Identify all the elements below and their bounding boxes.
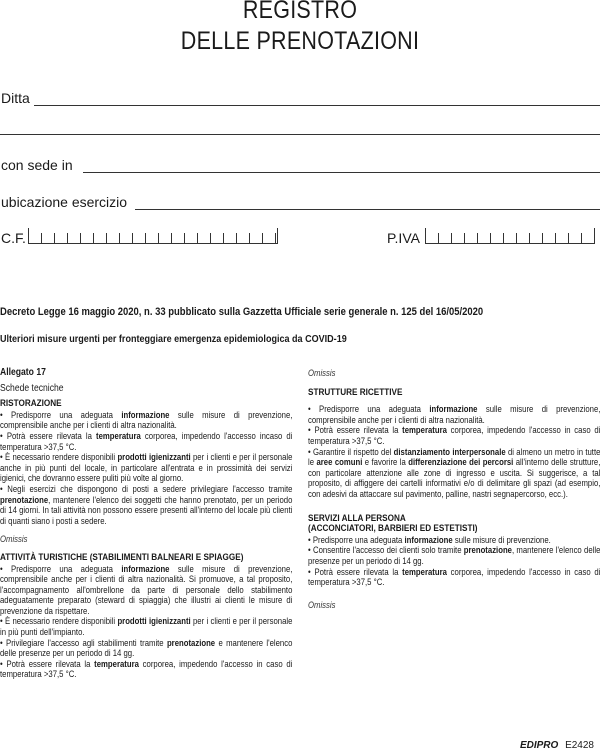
document-title-line2: DELLE PRENOTAZIONI (180, 27, 420, 55)
ditta-field[interactable] (0, 86, 600, 106)
persona-subheading: (ACCONCIATORI, BARBIERI ED ESTETISTI) (308, 523, 478, 535)
ubicazione-line[interactable] (135, 195, 600, 210)
ristorazione-heading: RISTORAZIONE (0, 398, 62, 410)
ditta-line[interactable] (34, 91, 600, 106)
ditta-extra-line[interactable] (0, 134, 600, 135)
ricettive-item-1: • Predisporre una adeguata informazione sulle misure di prevenzione, comprensibile anche per i clienti di altra nazionalità. (308, 404, 600, 425)
omissis-left: Omissis (0, 534, 28, 545)
turistiche-item-4: • Potrà essere rilevata la temperatura corporea, impedendo l'accesso in caso di temperatura >37,5 °C. (0, 658, 293, 680)
persona-heading: SERVIZI ALLA PERSONA (308, 512, 406, 524)
ristorazione-item-1: • Predisporre una adeguata informazione sulle misure di prevenzione, comprensibile anche per i clienti di altra nazionalità. (0, 409, 293, 431)
persona-item-2: • Consentire l'accesso dei clienti solo tramite prenotazione, mantenere l'elenco delle presenze per un periodo di 14 gg. (308, 545, 600, 566)
brand-logo: EDIPRO (519, 740, 559, 751)
cf-label: C.F. (1, 230, 26, 246)
turistiche-heading: ATTIVITÀ TURISTICHE (STABILIMENTI BALNEARI E SPIAGGE) (0, 551, 244, 563)
ricettive-item-3: • Garantire il rispetto del distanziamento interpersonale di almeno un metro in tutte le aree comuni e favorire la differenziazione dei percorsi all'interno delle strutture, con particolare attenzione alle zone di ingresso e uscita. Si suggerisce, a tal proposito, di affiggere dei cartelli informativi e/o di delimitare gli spazi (ad esempio, con adesivi da attaccare sul pavimento, palline, nastri segnapercorso, ecc.). (308, 446, 600, 499)
cf-field (0, 226, 30, 246)
ristorazione-item-2: • Potrà essere rilevata la temperatura corporea, impedendo l'accesso incaso di temperatura >37,5 °C. (0, 430, 293, 452)
omissis-right-bottom: Omissis (308, 599, 336, 610)
piva-field (386, 226, 426, 246)
turistiche-item-2: • È necessario rendere disponibili prodotti igienizzanti per i clienti e per il personale in più punti dell'impianto. (0, 616, 293, 638)
ditta-label: Ditta (1, 90, 30, 106)
left-column (0, 368, 292, 680)
footer (520, 740, 594, 751)
decree-heading: Decreto Legge 16 maggio 2020, n. 33 pubblicato sulla Gazzetta Ufficiale serie generale n. 125 del 16/05/2020 (0, 306, 484, 318)
ricettive-heading: STRUTTURE RICETTIVE (308, 386, 403, 398)
sede-line[interactable] (83, 158, 600, 173)
ristorazione-item-4: • Negli esercizi che dispongono di posti a sedere privilegiare l'accesso tramite prenotazione, mantenere l'elenco dei soggetti che hanno prenotato, per un periodo di 14 giorni. In tali attività non possono essere presenti all'interno del locale più clienti di quanti siano i posti a sedere. (0, 483, 293, 526)
schede-heading: Schede tecniche (0, 382, 64, 394)
piva-boxes[interactable] (425, 233, 595, 244)
allegato-heading: Allegato 17 (0, 367, 46, 378)
ubicazione-label: ubicazione esercizio (1, 194, 128, 210)
ricettive-item-2: • Potrà essere rilevata la temperatura corporea, impedendo l'accesso in caso di temperatura >37,5 °C. (308, 425, 600, 446)
piva-label: P.IVA (387, 230, 420, 246)
sede-field[interactable] (0, 153, 600, 173)
persona-item-3: • Potrà essere rilevata la temperatura corporea, impedendo l'accesso in caso di temperatura >37,5 °C. (308, 566, 600, 588)
ristorazione-item-3: • È necessario rendere disponibili prodotti igienizzanti per i clienti e per il personale anche in più punti del locale, in particolare all'entrata e in prossimità dei servizi igienici, che dovranno essere puliti più volte al giorno. (0, 452, 293, 484)
persona-item-1: • Predisporre una adeguata informazione sulle misure di prevenzione. (308, 534, 551, 545)
ubicazione-field[interactable] (0, 190, 600, 210)
turistiche-item-3: • Privilegiare l'accesso agli stabilimenti tramite prenotazione e mantenere l'elenco delle presenze per un periodo di 14 gg. (0, 637, 293, 659)
sede-label: con sede in (1, 157, 73, 173)
omissis-right-top: Omissis (308, 368, 336, 378)
cf-boxes[interactable] (28, 233, 278, 244)
document-title-line1: REGISTRO (242, 0, 358, 24)
turistiche-item-1: • Predisporre una adeguata informazione sulle misure di prevenzione, comprensibile anche per i clienti di altra nazionalità. Si promuove, a tal proposito, l'accompagnamento all'ombrellone da parte di personale dello stabilimento adeguatamente preparato (steward di spiaggia) che illustri ai clienti le misure di prevenzione da rispettare. (0, 563, 293, 616)
product-code: E2428 (565, 740, 594, 751)
right-column (308, 368, 600, 610)
decree-subtitle: Ulteriori misure urgenti per fronteggiare emergenza epidemiologica da COVID-19 (0, 333, 347, 345)
